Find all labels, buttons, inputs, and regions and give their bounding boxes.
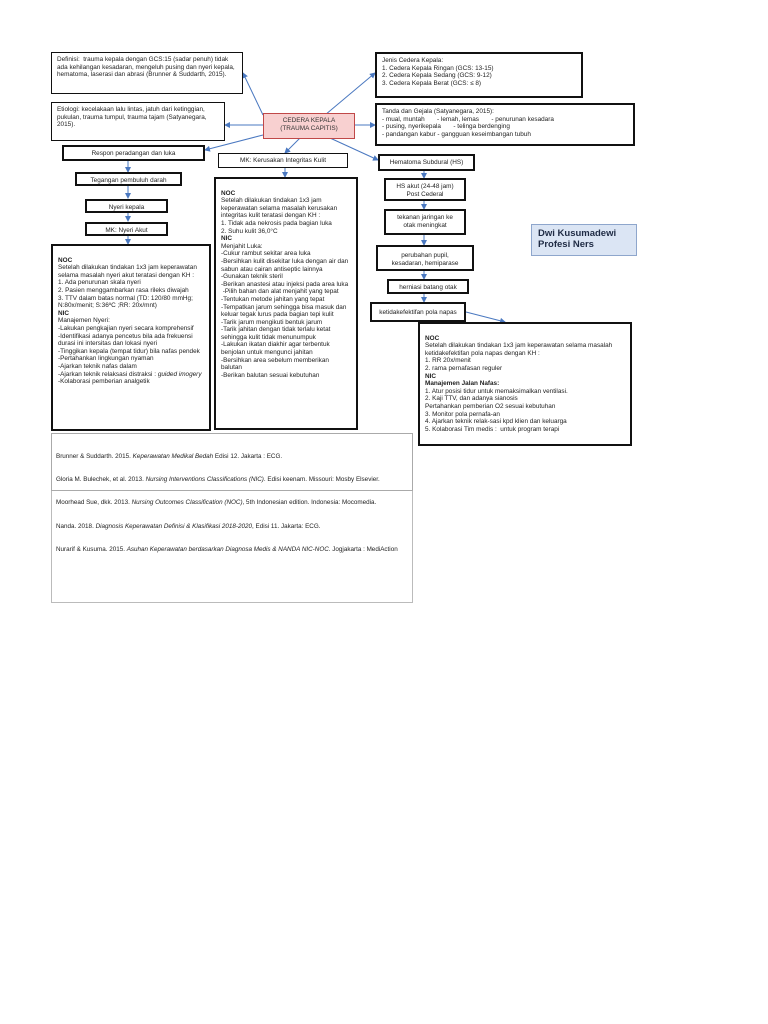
central-node: CEDERA KEPALA (TRAUMA CAPITIS) bbox=[263, 113, 355, 139]
connector bbox=[466, 312, 505, 322]
reference-item: Moorhead Sue, dkk. 2013. Nursing Outcomes Classification (NOC), 5th Indonesian edition. Indonesia: Mocomedia. bbox=[56, 499, 377, 507]
nic-text: Manajemen Nyeri: -Lakukan pengkajian nyeri secara komprehensif -Identifikasi adanya pencetus bila ada frekuensi durasi ini intersitas dan lokasi nyeri -Tinggikan kepala (tempat tidur) bila nafas pendek -Pertahankan lingkungan nyaman -Ajarkan teknik nafas dalam -Ajarkan teknik relaksasi distraksi : bbox=[58, 317, 200, 378]
nic-label: NIC bbox=[221, 235, 233, 243]
connector bbox=[285, 138, 300, 153]
noc-text: Setelah dilakukan tindakan 1x3 jam keperawatan selama masalah nyeri akut teratasi dengan KH : 1. Ada penurunan skala nyeri 2. Pasien menggambarkan rasa rileks diwajah 3. TTV dalam batas normal (TD: 120/80 mmHg; N:80x/menit; S:36ºC ;RR: 20x/mnt) bbox=[58, 264, 197, 310]
acute-hs-box: HS akut (24-48 jam) Post Cederal bbox=[384, 178, 466, 201]
reference-item: Brunner & Suddarth. 2015. Keperawatan Medikal Bedah Edisi 12. Jakarta : ECG. bbox=[56, 452, 283, 460]
noc-skin-box bbox=[214, 177, 358, 430]
noc-text: Setelah dilakukan tindakan 1x3 jam keperawatan selama masalah kerusakan integritas kulit teratasi dengan KH : 1. Tidak ada nekrosis pada bagian luka 2. Suhu kulit 36,0°C bbox=[221, 197, 338, 235]
symptoms-box: Tanda dan Gejala (Satyanegara, 2015): - mual, muntah - lemah, lemas - penurunan kesadara - pusing, nyerikepala - telinga berdenging - pandangan kabur - gangguan keseimbangan tubuh bbox=[375, 103, 635, 146]
ineffective-breathing-box: ketidakefektifan pola napas bbox=[370, 302, 466, 322]
pain-diagnosis-box: MK: Nyeri Akut bbox=[85, 222, 168, 236]
pupil-change-box: perubahan pupil, kesadaran, hemiparase bbox=[376, 245, 474, 271]
noc-label: NOC bbox=[221, 189, 236, 197]
noc-text: Setelah dilakukan tindakan 1x3 jam keperawatan selama masalah ketidakefektifan pola napas dengan KH : 1. RR 20x/menit 2. rama pernafasan reguler bbox=[425, 342, 613, 372]
skin-diagnosis-box: MK: Kerusakan Integritas Kulit bbox=[218, 153, 348, 168]
nic-text: 1. Atur posisi tidur untuk memaksimalkan ventilasi. 2. Kaji TTV, dan adanya sianosis Pertahankan pemberian O2 sesuai kebutuhan 3. Monitor pola pernafa-an 4. Ajarkan teknik relak-sasi kpd klien dan keluarga 5. Kolaborasi Tim medis : untuk program terapi bbox=[425, 387, 568, 433]
nic-subtitle: Manajemen Jalan Nafas: bbox=[425, 380, 500, 388]
nic-text: Menjahit Luka: -Cukur rambut sekitar area luka -Bersihkan kulit disekitar luka dengan air dan sabun atau cairan antiseptic lainnya -Gunakan teknik steril -Berikan anastesi atau injeksi pada area luka -Pilih bahan dan alat menjahit yang tepat -Tentukan metode jahitan yang tepat -Tempatkan jarum sehingga bisa masuk dan keluar tegak lurus pada bagian tepi kulit -Tarik jarum mengikuti bentuk jarum -Tarik jahitan dengan tidak terlalu ketat sehingga kulit tidak menunumpuk -Lakukan ikatan diakhir agar terbentuk benjolan untuk mengunci jahitan -Bersihkan area sebelum memberikan balutan -Berikan balutan sesuai kebutuhan bbox=[221, 242, 349, 379]
nic-italic: guided imogery bbox=[157, 370, 202, 378]
reference-item: Nanda. 2018. Diagnosis Keperawatan Definisi & Klasifikasi 2018-2020, Edisi 11. Jakarta: ECG. bbox=[56, 522, 321, 530]
brain-pressure-box: tekanan jaringan ke otak meningkat bbox=[384, 209, 466, 235]
nic-label: NIC bbox=[425, 372, 437, 380]
types-box: Jenis Cedera Kepala: 1. Cedera Kepala Ringan (GCS: 13-15) 2. Cedera Kepala Sedang (GCS: 9-12) 3. Cedera Kepala Berat (GCS: ≤ 8) bbox=[375, 52, 583, 98]
reference-item: Gloria M. Bulechek, et al. 2013. Nursing Interventions Classifications (NIC). Edisi keenam. Missouri: Mosby Elsevier. bbox=[56, 475, 380, 483]
nic-label: NIC bbox=[58, 309, 70, 317]
connector bbox=[243, 73, 263, 115]
connector bbox=[325, 73, 375, 115]
response-box: Respon peradangan dan luka bbox=[62, 145, 205, 161]
noc-pain-box bbox=[51, 244, 211, 431]
definition-box: Definisi: trauma kepala dengan GCS:15 (sadar penuh) tidak ada kehilangan kesadaran, mengeluh pusing dan nyeri kepala, hematoma, laserasi dan abrasi (Brunner & Suddarth, 2015). bbox=[51, 52, 243, 94]
reference-item: Nurarif & Kusuma. 2015. Asuhan Keperawatan berdasarkan Diagnosa Medis & NANDA NIC-NOC. Jogjakarta : MediAction bbox=[56, 546, 398, 554]
noc-label: NOC bbox=[58, 256, 73, 264]
nic-tail: -Kolaborasi pemberian analgetik bbox=[58, 378, 150, 386]
noc-breathing-box bbox=[418, 322, 632, 446]
headache-box: Nyeri kepala bbox=[85, 199, 168, 213]
author-badge: Dwi Kusumadewi Profesi Ners bbox=[531, 224, 637, 256]
etiology-box: Etiologi: kecelakaan lalu lintas, jatuh dari ketinggian, pukulan, trauma tumpul, trauma tajam (Satyanegara, 2015). bbox=[51, 102, 225, 141]
references-frame bbox=[51, 491, 413, 603]
vessel-tension-box: Tegangan pembuluh darah bbox=[75, 172, 182, 186]
references-box bbox=[51, 433, 413, 554]
herniation-box: herniasi batang otak bbox=[387, 279, 469, 294]
noc-label: NOC bbox=[425, 334, 440, 342]
subdural-hematoma-box: Hematoma Subdural (HS) bbox=[378, 154, 475, 171]
